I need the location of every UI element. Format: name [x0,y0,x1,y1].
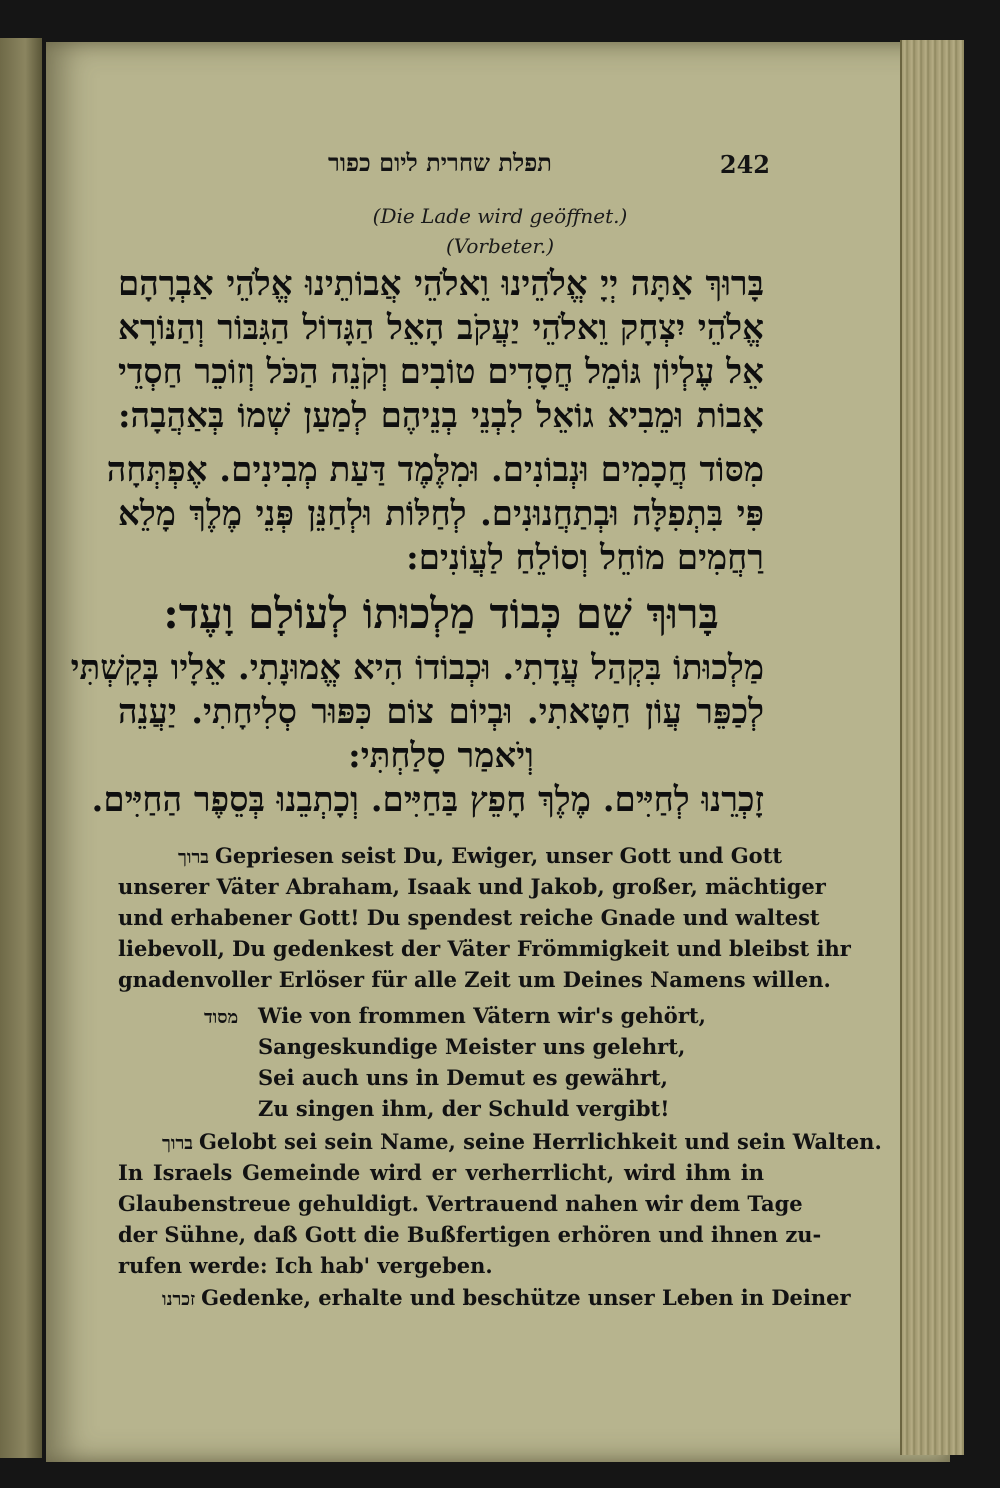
hebrew-line: אֱלֹהֵי יִצְחָק וֵאלֹהֵי יַעֲקֹב הָאֵל הַגָּדוֹל הַגִּבּוֹר וְהַנּוֹרָא [118,308,764,348]
german-line: In Israels Gemeinde wird er verherrlicht, wird ihm in [118,1160,764,1185]
poem-line [204,1062,674,1093]
hebrew-line: מִסּוֹד חֲכָמִים וּנְבוֹנִים. וּמִלֶּמֶד דַּעַת מְבִינִים. אֶפְתְּחָה [106,450,764,490]
hebrew-marker: זכרנו [162,1289,196,1310]
hebrew-marker: ברוך [162,1133,193,1154]
german-line: und erhabener Gott! Du spendest reiche Gnade und waltest [118,905,820,930]
german-text: Gelobt sei sein Name, seine Herrlichkeit und sein Walten. [198,1129,882,1154]
poem-text: Wie von frommen Vätern wir's gehört, [258,1003,706,1028]
german-paragraph-1 [118,840,851,995]
hebrew-blessing-line: בָּרוּךְ שֵׁם כְּבוֹד מַלְכוּתוֹ לְעוֹלָם וָעֶד: [163,589,719,638]
german-paragraph-2 [118,1126,882,1281]
german-line: liebevoll, Du gedenkest der Väter Frömmigkeit und bleibst ihr [118,936,851,961]
header-hebrew-title: תפלת שחרית ליום כפור [328,148,552,177]
note-reader: (Vorbeter.) [445,234,555,258]
hebrew-line: אֵל עֶלְיוֹן גּוֹמֵל חֲסָדִים טוֹבִים וְקֹנֵה הַכֹּל וְזוֹכֵר חַסְדֵי [117,352,764,392]
note-ark-opened: (Die Lade wird geöffnet.) [372,204,628,228]
hebrew-paragraph-3 [70,646,764,778]
poem-line [204,1000,706,1031]
hebrew-line: אָבוֹת וּמֵבִיא גוֹאֵל לִבְנֵי בְנֵיהֶם לְמַעַן שְׁמוֹ בְּאַהֲבָה: [118,396,764,436]
hebrew-line: רַחֲמִים מוֹחֵל וְסוֹלֵחַ לַעֲוֹנִים: [406,538,764,578]
hebrew-line: לְכַפֵּר עֲוֹן חַטָּאתִי. וּבְיוֹם צוֹם כִּפּוּר סְלִיחָתִי. יַעֲנֵה [118,692,764,732]
german-line: gnadenvoller Erlöser für alle Zeit um Deines Namens willen. [118,967,831,992]
german-poem [204,1000,706,1124]
hebrew-zochrenu-line: זָכְרֵנוּ לְחַיִּים. מֶלֶךְ חָפֵץ בַּחַיִּים. וְכָתְבֵנוּ בְּסֵפֶר הַחַיִּים. [91,780,764,820]
german-paragraph-3 [118,1282,851,1313]
hebrew-line: פִּי בִּתְפִלָּה וּבְתַחֲנוּנִים. לְחַלּוֹת וּלְחַנֵּן פְּנֵי מֶלֶךְ מָלֵא [118,494,764,534]
running-header [300,148,770,188]
hebrew-line: מַלְכוּתוֹ בִּקְהַל עֲדָתִי. וּכְבוֹדוֹ הִיא אֱמוּנָתִי. אֵלָיו בְּקָשְׁתִּי [70,648,764,688]
german-line: unserer Väter Abraham, Isaak und Jakob, großer, mächtiger [118,874,826,899]
hebrew-paragraph-1 [118,262,764,438]
german-text: Gepriesen seist Du, Ewiger, unser Gott und Gott [214,843,783,868]
hebrew-marker: מסוד [204,1007,239,1028]
german-line [118,1282,851,1313]
german-text: Gedenke, erhalte und beschütze unser Leben in Deiner [201,1285,851,1310]
german-line [118,1126,882,1157]
hebrew-marker: ברוך [178,847,209,868]
german-line: der Sühne, daß Gott die Bußfertigen erhören und ihnen zu- [118,1222,822,1247]
german-line [118,840,783,871]
hebrew-line: וְיֹאמַר סָלַחְתִּי: [348,736,534,776]
hebrew-zochrenu [91,778,764,822]
hebrew-line: בָּרוּךְ אַתָּה יְיָ אֱלֹהֵינוּ וֵאלֹהֵי אֲבוֹתֵינוּ אֱלֹהֵי אַבְרָהָם [118,264,764,304]
poem-line [204,1031,686,1062]
poem-text: Sei auch uns in Demut es gewährt, [258,1065,668,1090]
german-line: Glaubenstreue gehuldigt. Vertrauend nahen wir dem Tage [118,1191,803,1216]
poem-text: Zu singen ihm, der Schuld vergibt! [258,1096,670,1121]
german-line: rufen werde: Ich hab' vergeben. [118,1253,493,1278]
page-number: 242 [719,150,770,179]
poem-text: Sangeskundige Meister uns gelehrt, [258,1034,686,1059]
hebrew-paragraph-2 [106,448,764,580]
hebrew-blessing [118,584,764,644]
poem-line [204,1093,674,1124]
